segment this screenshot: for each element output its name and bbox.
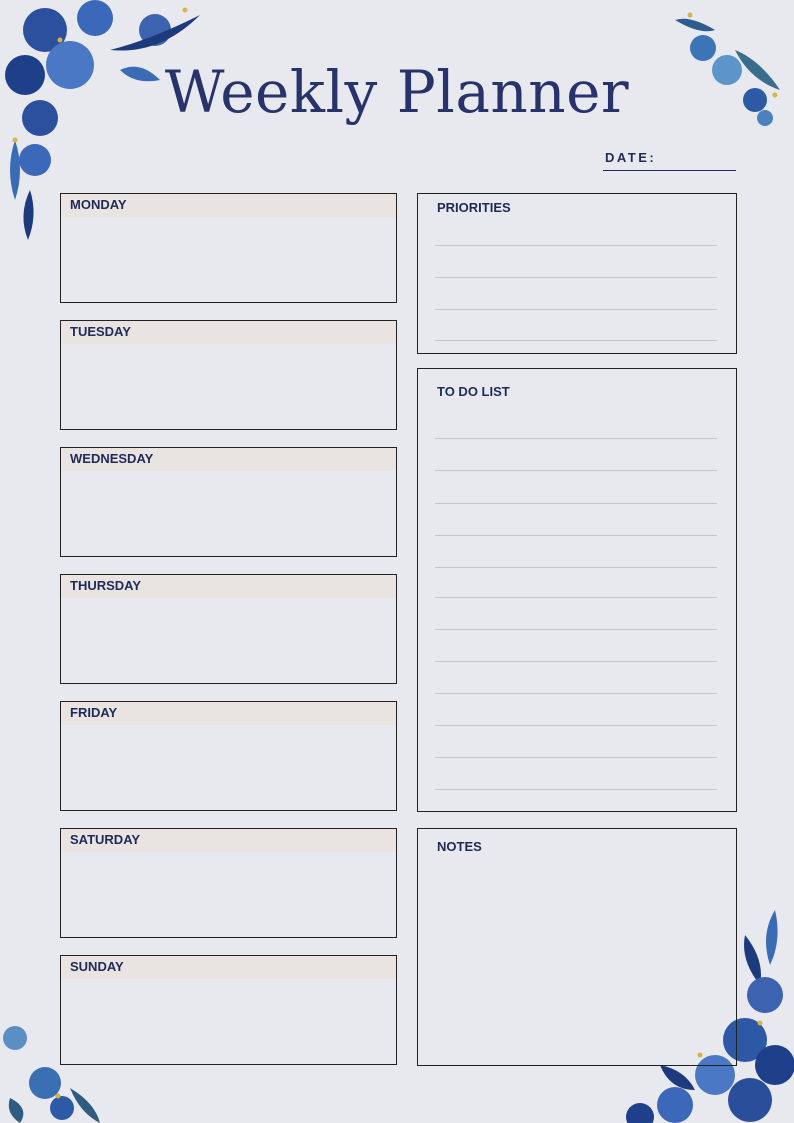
todo-line — [435, 503, 717, 504]
day-box-tuesday[interactable] — [60, 320, 397, 430]
day-label: FRIDAY — [61, 702, 396, 725]
day-box-monday[interactable] — [60, 193, 397, 303]
day-label: MONDAY — [61, 194, 396, 217]
day-label: WEDNESDAY — [61, 448, 396, 471]
date-input-line[interactable] — [603, 170, 736, 171]
day-label: SUNDAY — [61, 956, 396, 979]
priority-line — [435, 277, 717, 278]
day-box-wednesday[interactable] — [60, 447, 397, 557]
priority-line — [435, 245, 717, 246]
todo-line — [435, 789, 717, 790]
todo-line — [435, 725, 717, 726]
todo-line — [435, 597, 717, 598]
todo-line — [435, 757, 717, 758]
notes-box[interactable] — [417, 828, 737, 1066]
todo-line — [435, 567, 717, 568]
priorities-heading: PRIORITIES — [437, 200, 511, 215]
todo-line — [435, 470, 717, 471]
day-box-sunday[interactable] — [60, 955, 397, 1065]
date-label: DATE: — [605, 150, 657, 165]
page-title: Weekly Planner — [164, 58, 630, 126]
todo-line — [435, 535, 717, 536]
priority-line — [435, 340, 717, 341]
todo-box[interactable] — [417, 368, 737, 812]
todo-line — [435, 693, 717, 694]
day-box-saturday[interactable] — [60, 828, 397, 938]
todo-line — [435, 629, 717, 630]
priorities-box[interactable] — [417, 193, 737, 354]
priority-line — [435, 309, 717, 310]
day-label: SATURDAY — [61, 829, 396, 852]
day-box-friday[interactable] — [60, 701, 397, 811]
todo-line — [435, 661, 717, 662]
day-label: THURSDAY — [61, 575, 396, 598]
day-box-thursday[interactable] — [60, 574, 397, 684]
notes-heading: NOTES — [437, 839, 482, 854]
todo-heading: TO DO LIST — [437, 384, 510, 399]
day-label: TUESDAY — [61, 321, 396, 344]
todo-line — [435, 438, 717, 439]
